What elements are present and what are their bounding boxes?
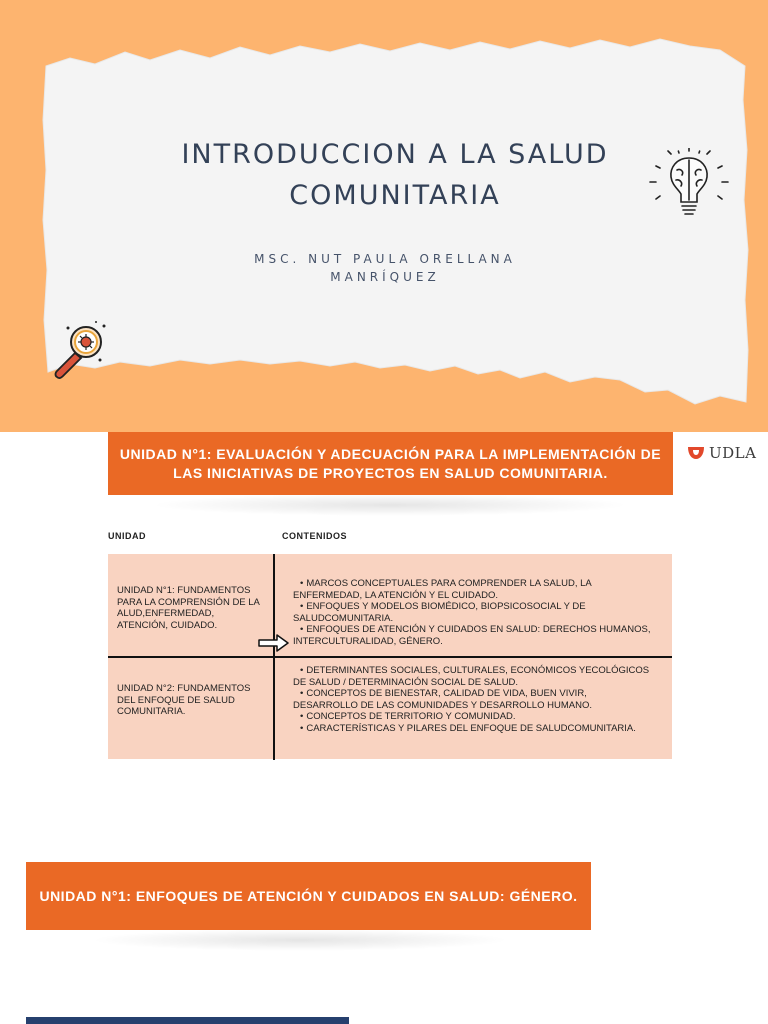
udla-logo — [686, 444, 756, 462]
udla-logo-icon — [686, 445, 706, 461]
banner-shadow — [150, 494, 630, 516]
arrow-right-icon — [257, 632, 291, 654]
unit-1-cell: UNIDAD N°1: FUNDAMENTOS PARA LA COMPRENSIÓN DE LA ALUD,ENFERMEDAD, ATENCIÓN, CUIDADO. — [117, 585, 260, 631]
list-item: • DETERMINANTES SOCIALES, CULTURALES, ECONÓMICOS YECOLÓGICOS DE SALUD / DETERMINACIÓN SOCIAL DE SALUD. — [293, 665, 653, 688]
list-item: • CONCEPTOS DE TERRITORIO Y COMUNIDAD. — [293, 711, 653, 723]
list-item: • ENFOQUES Y MODELOS BIOMÉDICO, BIOPSICOSOCIAL Y DE SALUDCOMUNITARIA. — [293, 601, 653, 624]
banner-shadow — [90, 929, 510, 951]
column-header-contenidos: CONTENIDOS — [282, 531, 348, 541]
unit-2-contents — [293, 665, 653, 734]
udla-logo-text: UDLA — [709, 444, 757, 462]
table-divider-horizontal — [108, 656, 672, 658]
gender-banner: UNIDAD N°1: ENFOQUES DE ATENCIÓN Y CUIDADOS EN SALUD: GÉNERO. — [26, 862, 591, 930]
list-item: • MARCOS CONCEPTUALES PARA COMPRENDER LA SALUD, LA ENFERMEDAD, LA ATENCIÓN Y EL CUIDADO. — [293, 578, 653, 601]
next-slide-bar — [26, 1017, 349, 1024]
magnifier-virus-icon — [48, 320, 110, 382]
title-slide — [0, 0, 768, 432]
unit-1-contents — [293, 578, 653, 647]
author-name: MSC. NUT PAULA ORELLANA MANRÍQUEZ — [254, 252, 516, 284]
column-header-unidad: UNIDAD — [108, 531, 146, 541]
unit-banner: UNIDAD N°1: EVALUACIÓN Y ADECUACIÓN PARA LA IMPLEMENTACIÓN DE LAS INICIATIVAS DE PROYECTOS EN SALUD COMUNITARIA. — [108, 432, 673, 495]
list-item: • ENFOQUES DE ATENCIÓN Y CUIDADOS EN SALUD: DERECHOS HUMANOS, INTERCULTURALIDAD, GÉNERO. — [293, 624, 653, 647]
unit-2-cell: UNIDAD N°2: FUNDAMENTOS DEL ENFOQUE DE SALUD COMUNITARIA. — [117, 683, 251, 717]
slide-title: INTRODUCCION A LA SALUD COMUNITARIA — [181, 139, 609, 211]
list-item: • CONCEPTOS DE BIENESTAR, CALIDAD DE VIDA, BUEN VIVIR, DESARROLLO DE LAS COMUNIDADES Y DESARROLLO HUMANO. — [293, 688, 653, 711]
brain-lightbulb-icon — [646, 148, 732, 222]
list-item: • CARACTERÍSTICAS Y PILARES DEL ENFOQUE DE SALUDCOMUNITARIA. — [293, 723, 653, 735]
